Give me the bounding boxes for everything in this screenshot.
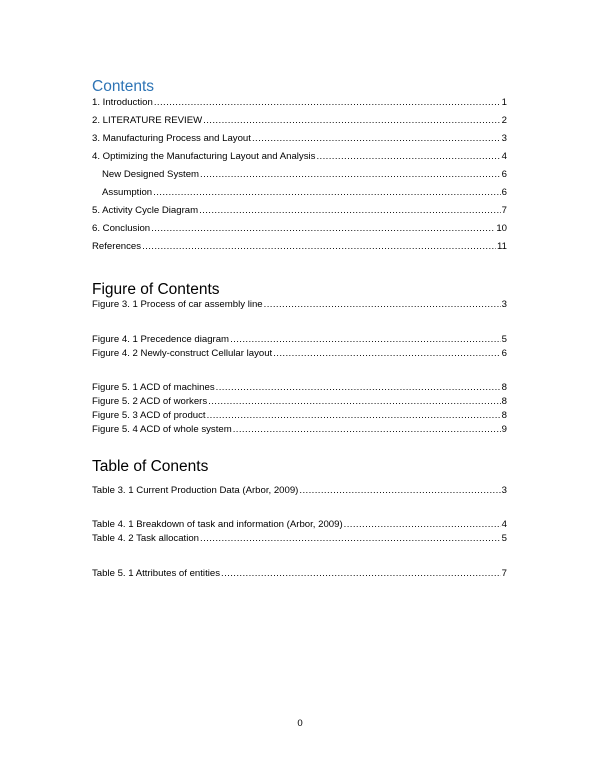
toc-entry-manufacturing-process[interactable]	[92, 132, 507, 146]
dot-leader	[151, 222, 495, 236]
figure-entry-3-1[interactable]	[92, 298, 507, 312]
dot-leader	[208, 395, 500, 409]
toc-page-number: 4	[501, 151, 507, 162]
dot-leader	[216, 381, 501, 395]
toc-entry-text: 6. Conclusion	[92, 223, 151, 234]
dot-leader	[344, 518, 501, 532]
dot-leader	[142, 240, 496, 254]
toc-page-number: 6	[501, 169, 507, 180]
toc-entry-introduction[interactable]	[92, 96, 507, 110]
dot-leader	[252, 132, 501, 146]
toc-entry-text: 5. Activity Cycle Diagram	[92, 205, 199, 216]
toc-page-number: 6	[501, 348, 507, 359]
toc-page-number: 11	[497, 241, 507, 252]
toc-entry-references[interactable]	[92, 240, 507, 254]
toc-page-number: 1	[501, 97, 507, 108]
toc-entry-text: Figure 5. 2 ACD of workers	[92, 396, 208, 407]
toc-entry-new-designed-system[interactable]	[102, 168, 507, 182]
dot-leader	[199, 204, 501, 218]
figure-entry-4-2[interactable]	[92, 347, 507, 361]
table-entry-4-2[interactable]	[92, 532, 507, 546]
table-entry-3-1[interactable]	[92, 484, 507, 498]
table-entry-4-1[interactable]	[92, 518, 507, 532]
figure-entry-5-3[interactable]	[92, 409, 507, 423]
toc-entry-optimizing-layout[interactable]	[92, 150, 507, 164]
toc-entry-conclusion[interactable]	[92, 222, 507, 236]
toc-entry-text: Figure 4. 1 Precedence diagram	[92, 334, 230, 345]
toc-page-number: 7	[501, 205, 507, 216]
toc-entry-text: 4. Optimizing the Manufacturing Layout and Analysis	[92, 151, 316, 162]
toc-entry-text: Figure 5. 4 ACD of whole system	[92, 424, 232, 435]
dot-leader	[207, 409, 501, 423]
dot-leader	[299, 484, 500, 498]
dot-leader	[154, 96, 501, 110]
dot-leader	[200, 168, 501, 182]
dot-leader	[221, 567, 501, 581]
toc-entry-activity-cycle-diagram[interactable]	[92, 204, 507, 218]
dot-leader	[233, 423, 501, 437]
toc-page-number: 5	[501, 533, 507, 544]
toc-page-number: 5	[501, 334, 507, 345]
dot-leader	[230, 333, 501, 347]
toc-entry-text: Table 3. 1 Current Production Data (Arbor, 2009)	[92, 485, 299, 496]
toc-page-number: 3	[501, 299, 507, 310]
figure-entry-5-2[interactable]	[92, 395, 507, 409]
toc-entry-text: Figure 4. 2 Newly-construct Cellular layout	[92, 348, 273, 359]
toc-entry-text: Assumption	[102, 187, 153, 198]
figure-entry-5-1[interactable]	[92, 381, 507, 395]
toc-page-number: 10	[496, 223, 507, 234]
toc-entry-text: 1. Introduction	[92, 97, 153, 108]
toc-entry-text: Figure 5. 3 ACD of product	[92, 410, 206, 421]
page-number: 0	[297, 718, 303, 729]
toc-entry-text: Table 5. 1 Attributes of entities	[92, 568, 220, 579]
table-entry-5-1[interactable]	[92, 567, 507, 581]
toc-entry-text: 2. LITERATURE REVIEW	[92, 115, 203, 126]
dot-leader	[264, 298, 501, 312]
toc-page-number: 6	[501, 187, 507, 198]
toc-page-number: 8	[501, 410, 507, 421]
figures-heading: Figure of Contents	[92, 281, 220, 298]
dot-leader	[153, 186, 501, 200]
dot-leader	[203, 114, 500, 128]
toc-page-number: 8	[501, 382, 507, 393]
toc-page-number: 9	[501, 424, 507, 435]
toc-entry-literature-review[interactable]	[92, 114, 507, 128]
figure-entry-4-1[interactable]	[92, 333, 507, 347]
toc-entry-text: Table 4. 2 Task allocation	[92, 533, 200, 544]
toc-page-number: 8	[501, 396, 507, 407]
dot-leader	[273, 347, 500, 361]
toc-entry-text: Table 4. 1 Breakdown of task and information (Arbor, 2009)	[92, 519, 343, 530]
toc-page-number: 3	[501, 133, 507, 144]
toc-page-number: 7	[501, 568, 507, 579]
dot-leader	[316, 150, 500, 164]
figure-entry-5-4[interactable]	[92, 423, 507, 437]
toc-entry-text: 3. Manufacturing Process and Layout	[92, 133, 251, 144]
toc-entry-text: Figure 5. 1 ACD of machines	[92, 382, 215, 393]
toc-page-number: 3	[501, 485, 507, 496]
contents-heading: Contents	[92, 78, 155, 95]
toc-page-number: 2	[501, 115, 507, 126]
dot-leader	[200, 532, 501, 546]
toc-page-number: 4	[501, 519, 507, 530]
toc-entry-text: New Designed System	[102, 169, 200, 180]
toc-entry-text: References	[92, 241, 142, 252]
toc-entry-text: Figure 3. 1 Process of car assembly line	[92, 299, 263, 310]
tables-heading: Table of Conents	[92, 458, 209, 475]
toc-entry-assumption[interactable]	[102, 186, 507, 200]
